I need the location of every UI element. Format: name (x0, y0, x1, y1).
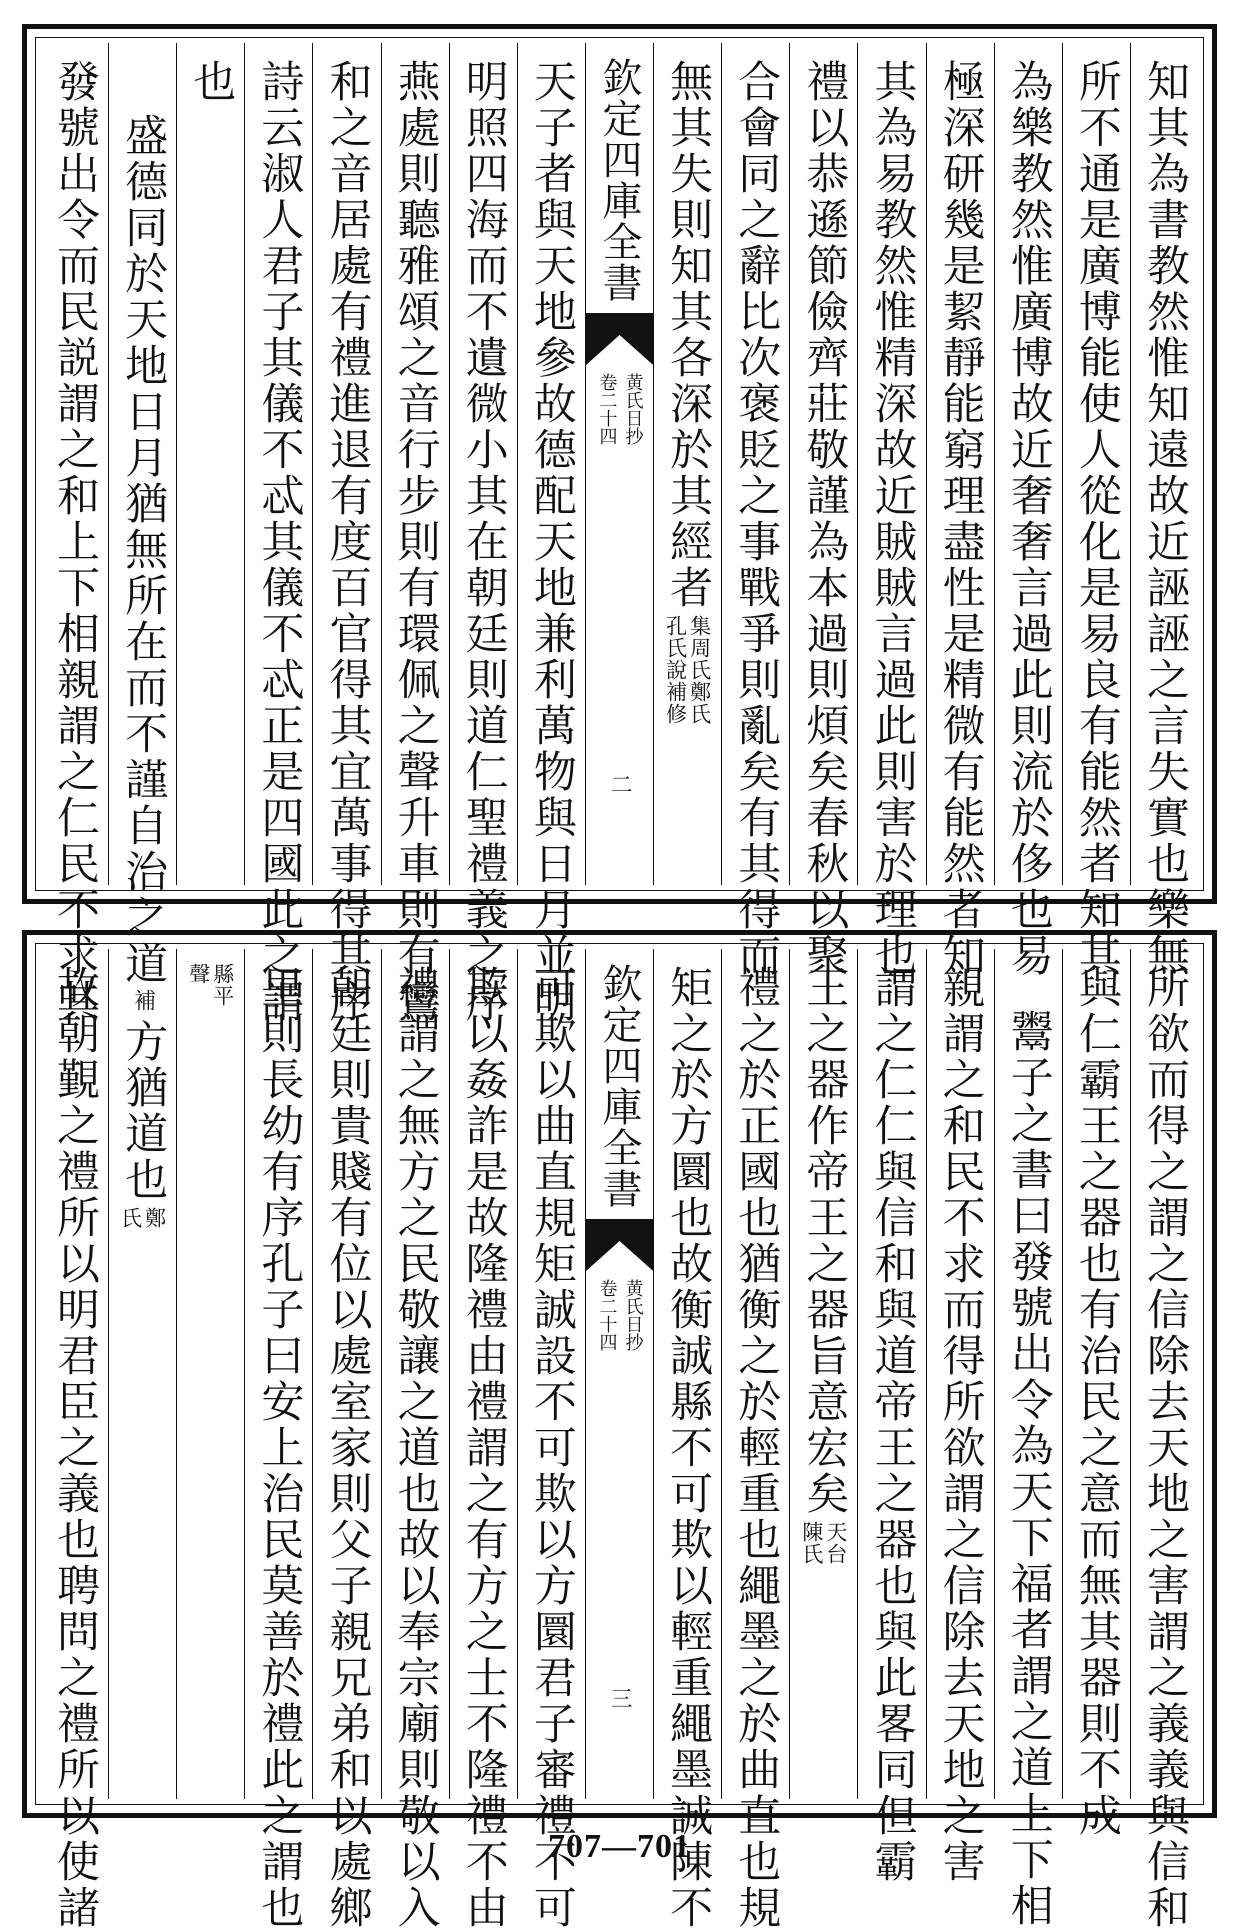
text-column (857, 43, 925, 979)
text-column (381, 949, 449, 1931)
collection-title: 欽定四庫全書 (595, 963, 642, 1209)
text-column (721, 43, 789, 979)
text-column (449, 949, 517, 1931)
note-line: 鄭 (142, 1207, 167, 1229)
column-text: 禮之於正國也猶衡之於輕重也繩墨之於曲直也規 (731, 965, 782, 1931)
page-number: 三 (606, 1687, 632, 1709)
column-text: 燕處則聽雅頌之音行步則有環佩之聲升車則有鸞 (390, 59, 441, 1025)
fish-tail-mark-icon (586, 313, 653, 365)
book-name: 黄氏日抄 (622, 1279, 644, 1351)
text-column (994, 43, 1062, 979)
column-text: 極深研幾是絜靜能窮理盡性是精微有能然者知 (935, 59, 986, 979)
text-column (312, 949, 380, 1931)
note-line: 天台 (823, 1521, 848, 1565)
text-column (108, 43, 176, 1012)
column-text: 明照四海而不遺微小其在朝廷則道仁聖禮義之序 (458, 59, 509, 1025)
book-spine-column (585, 43, 653, 885)
annotation-note (188, 963, 234, 1007)
column-text: 為樂教然惟廣博故近奢奢言過此則流於侈也易 (1003, 59, 1054, 979)
column-text: 其為易教然惟精深故近賊賊言過此則害於理也 (867, 59, 918, 979)
text-column (1062, 949, 1130, 1839)
column-text: 王之器作帝王之器旨意宏矣 (799, 965, 850, 1517)
column-text: 親謂之和民不求而得所欲謂之信除去天地之害 (935, 965, 986, 1885)
text-column (108, 949, 176, 1799)
volume-number: 卷二十四 (596, 1279, 618, 1351)
annotation-note (120, 1207, 166, 1229)
annotation-note: 補 (130, 989, 156, 1012)
column-text: 所不通是廣博能使人從化是易良有能然者知其 (1071, 59, 1122, 979)
column-text: 故朝覲之禮所以明君臣之義也聘問之禮所以使諸 (49, 965, 100, 1931)
text-column (41, 43, 108, 1025)
column-text: 盛德同於天地日月猶無所在而不謹自治之道 (118, 113, 169, 987)
column-text: 與仁霸王之器也有治民之意而無其器則不成 (1071, 965, 1122, 1839)
page-footer-code: 707—701 (548, 1828, 691, 1865)
column-text: 無其失則知其各深於其經者 (663, 59, 714, 611)
text-column (789, 949, 857, 1799)
column-text: 所欲而得之謂之信除去天地之害謂之義義與信和 (1139, 965, 1190, 1931)
column-text: 矩之於方圜也故衡誠縣不可欺以輕重繩墨誠陳不 (663, 965, 714, 1931)
text-column (926, 43, 994, 979)
column-text: 可欺以曲直規矩誠設不可欺以方圜君子審禮不可 (526, 965, 577, 1931)
text-column (789, 43, 857, 979)
column-text: 和之音居處有禮進退有度百官得其宜萬事得其序 (322, 59, 373, 1025)
annotation-note (801, 1521, 847, 1565)
text-column (312, 43, 380, 1025)
column-text: 也 (186, 59, 237, 105)
text-column (721, 949, 789, 1931)
note-line: 孔氏說補修 (663, 615, 688, 725)
text-column (653, 949, 721, 1931)
annotation-note (665, 615, 711, 725)
column-text: 欺以姦詐是故隆禮由禮謂之有方之士不隆禮不由 (458, 965, 509, 1931)
column-text: 禮謂之無方之民敬讓之道也故以奉宗廟則敬以入 (390, 965, 441, 1931)
text-column (1130, 43, 1198, 979)
note-line: 聲 (186, 963, 211, 985)
collection-title: 欽定四庫全書 (595, 57, 642, 303)
column-text: 謂之仁仁與信和與道帝王之器也與此畧同但霸 (867, 965, 918, 1885)
book-title (593, 1279, 645, 1351)
text-column (244, 43, 312, 1025)
text-column (244, 949, 312, 1931)
column-text: 朝廷則貴賤有位以處室家則父子親兄弟和以處鄉 (322, 965, 373, 1931)
text-column (517, 949, 585, 1931)
note-line: 氏 (118, 1207, 143, 1229)
text-column (517, 43, 585, 1025)
column-text: 發號出令而民説謂之和上下相親謂之仁民不求其 (49, 59, 100, 1025)
text-column (926, 949, 994, 1885)
text-column (176, 43, 244, 885)
fish-tail-mark-icon (586, 1219, 653, 1271)
book-name: 黄氏日抄 (622, 373, 644, 445)
text-column (449, 43, 517, 1025)
text-column (994, 949, 1062, 1929)
book-spine-column (585, 949, 653, 1799)
column-text: 知其為書教然惟知遠故近誣誣之言失實也樂無 (1139, 59, 1190, 979)
text-column (857, 949, 925, 1885)
text-column (653, 43, 721, 885)
book-title (593, 373, 645, 445)
page-number: 二 (606, 773, 632, 795)
column-text: 合會同之辭比次褒貶之事戰爭則亂矣有其得而 (731, 59, 782, 979)
note-line: 集周氏鄭氏 (687, 615, 712, 725)
column-text: 方猶道也 (118, 1019, 169, 1203)
text-column (381, 43, 449, 1025)
column-text: 鬻子之書曰發號出令為天下福者謂之道上下相 (1003, 1009, 1054, 1929)
text-column (1062, 43, 1130, 979)
column-text: 天子者與天地參故德配天地兼利萬物與日月並明 (526, 59, 577, 1025)
text-column (176, 949, 244, 1799)
column-text: 詩云淑人君子其儀不忒其儀不忒正是四國此之謂 (254, 59, 305, 1025)
volume-number: 卷二十四 (596, 373, 618, 445)
text-column (1130, 949, 1198, 1931)
note-line: 縣平 (210, 963, 235, 1007)
column-text: 禮以恭遜節儉齊莊敬謹為本過則煩矣春秋以聚 (799, 59, 850, 979)
text-column (41, 949, 108, 1931)
column-text: 里則長幼有序孔子曰安上治民莫善於禮此之謂也 (254, 965, 305, 1931)
note-line: 陳氏 (799, 1521, 824, 1565)
